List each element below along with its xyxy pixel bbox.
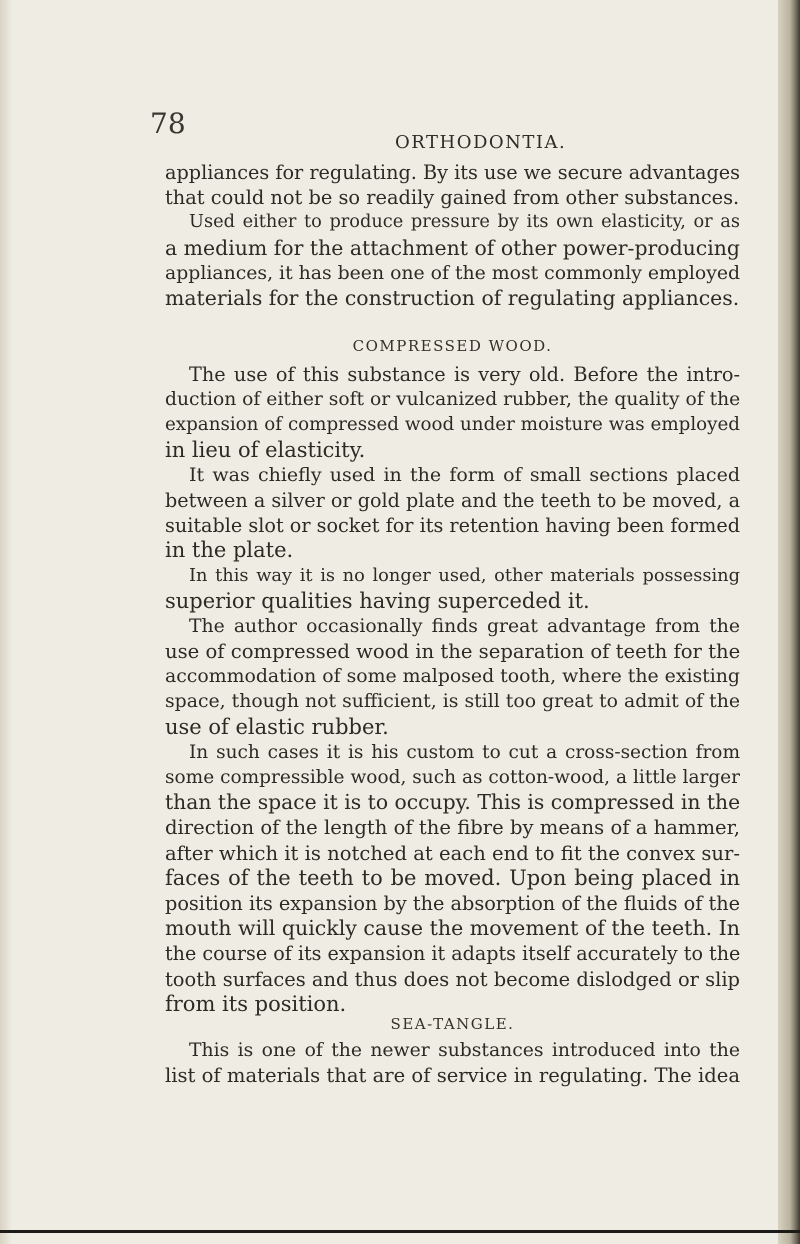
running-head: ORTHODONTIA.: [395, 132, 567, 153]
page-gutter-shadow: [0, 0, 12, 1244]
paragraph-block-1: [165, 160, 740, 311]
text-line: after which it is notched at each end to fit the convex sur-: [165, 841, 740, 865]
text-line: In such cases it is his custom to cut a cross-section from: [189, 741, 740, 763]
text-line: The use of this substance is very old. Before the intro-: [189, 363, 740, 386]
text-line: from its position.: [165, 991, 347, 1016]
text-line: direction of the length of the fibre by means of a hammer,: [165, 816, 740, 840]
text-line: position its expansion by the absorption of the fluids of the: [165, 891, 740, 915]
text-line: some compressible wood, such as cotton-wood, a little larger: [165, 767, 740, 788]
text-line: between a silver or gold plate and the teeth to be moved, a: [165, 488, 740, 512]
section-heading-sea-tangle: SEA-TANGLE.: [390, 1015, 515, 1033]
paragraph-block-3: [165, 1038, 740, 1088]
text-line: in lieu of elasticity.: [165, 437, 366, 462]
text-line: in the plate.: [165, 538, 294, 563]
text-line: expansion of compressed wood under moisture was employed: [165, 414, 740, 436]
text-line: superior qualities having superceded it.: [165, 588, 590, 613]
page-edge-shadow: [778, 0, 800, 1244]
text-line: This is one of the newer substances introduced into the: [189, 1040, 740, 1061]
text-line: tooth surfaces and thus does not become dislodged or slip: [165, 967, 740, 991]
section-heading-compressed-wood: COMPRESSED WOOD.: [352, 337, 553, 355]
text-line: accommodation of some malposed tooth, where the existing: [165, 665, 740, 688]
text-line: duction of either soft or vulcanized rubber, the quality of the: [165, 389, 741, 411]
text-line: materials for the construction of regulating appliances.: [165, 285, 740, 310]
text-line: than the space it is to occupy. This is compressed in the: [165, 790, 741, 815]
text-line: that could not be so readily gained from other substances.: [165, 186, 740, 210]
text-line: use of compressed wood in the separation of teeth for the: [165, 640, 741, 664]
text-line: space, though not sufficient, is still too great to admit of the: [165, 691, 740, 713]
text-line: use of elastic rubber.: [165, 714, 389, 739]
text-line: appliances, it has been one of the most commonly employed: [165, 262, 741, 284]
text-line: list of materials that are of service in regulating. The idea: [165, 1064, 740, 1088]
text-line: appliances for regulating. By its use we secure advantages: [165, 161, 740, 184]
text-line: suitable slot or socket for its retention having been formed: [165, 514, 740, 538]
text-line: In this way it is no longer used, other materials possessing: [189, 565, 740, 586]
text-line: The author occasionally finds great advantage from the: [189, 615, 740, 637]
text-line: a medium for the attachment of other power-producing: [165, 235, 740, 260]
text-line: faces of the teeth to be moved. Upon being placed in: [165, 865, 740, 890]
text-line: It was chiefly used in the form of small sections placed: [189, 463, 740, 486]
text-line: Used either to produce pressure by its own elasticity, or as: [189, 212, 740, 233]
text-line: the course of its expansion it adapts itself accurately to the: [165, 942, 741, 966]
page-number: 78: [150, 107, 186, 140]
page-header: [150, 107, 730, 153]
paragraph-block-2: [165, 362, 740, 1017]
text-line: mouth will quickly cause the movement of the teeth. In: [165, 916, 740, 941]
page-bottom-edge: [0, 1230, 800, 1233]
